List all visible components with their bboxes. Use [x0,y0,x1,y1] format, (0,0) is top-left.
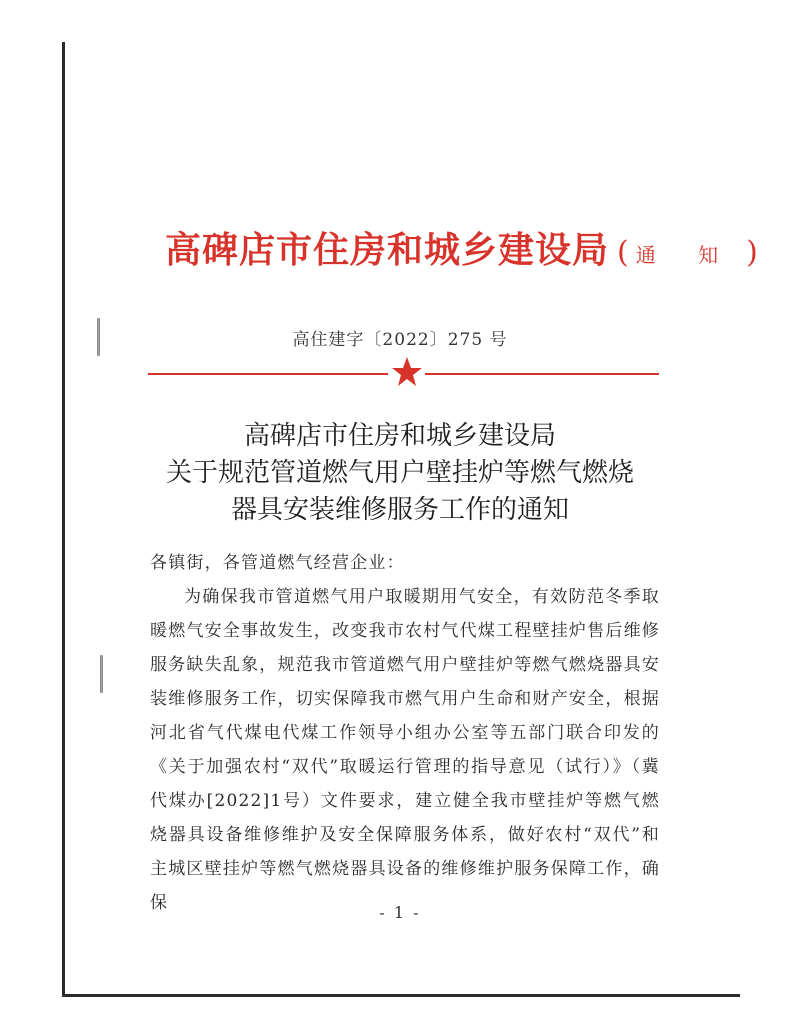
red-header [165,222,759,273]
doc-type: 通 知 [635,243,737,267]
paren-close: ) [746,235,759,270]
title-line-2: 关于规范管道燃气用户壁挂炉等燃气燃烧 [165,458,634,488]
document-title [0,418,800,529]
title-line-1: 高碑店市住房和城乡建设局 [243,421,556,451]
document-body [150,546,660,920]
salutation: 各镇街，各管道燃气经营企业： [150,553,405,573]
red-star-icon [390,355,424,389]
body-paragraph: 为确保我市管道燃气用户取暖期用气安全，有效防范冬季取暖燃气安全事故发生，改变我市农村气代煤工程壁挂炉售后维修服务缺失乱象，规范我市管道燃气用户壁挂炉等燃气燃烧器具安装维修服务工作，切实保障我市燃气用户生命和财产安全，根据河北省气代煤电代煤工作领导小组办公室等五部门联合印发的《关于加强农村“双代”取暖运行管理的指导意见（试行）》（冀代煤办[2022]1号）文件要求，建立健全我市壁挂炉等燃气燃烧器具设备维修维护及安全保障服务体系，做好农村“双代”和主城区壁挂炉等燃气燃烧器具设备的维修维护服务保障工作，确保 [150,587,660,913]
paren-open: ( [617,235,630,270]
red-divider-left [148,373,388,375]
agency-name: 高碑店市住房和城乡建设局 [165,229,610,271]
staple-mark-bottom [100,655,103,693]
red-divider-right [425,373,659,375]
page-number: - 1 - [379,903,421,922]
title-line-3: 器具安装维修服务工作的通知 [230,495,569,525]
document-number: 高住建字〔2022〕275 号 [292,330,508,350]
